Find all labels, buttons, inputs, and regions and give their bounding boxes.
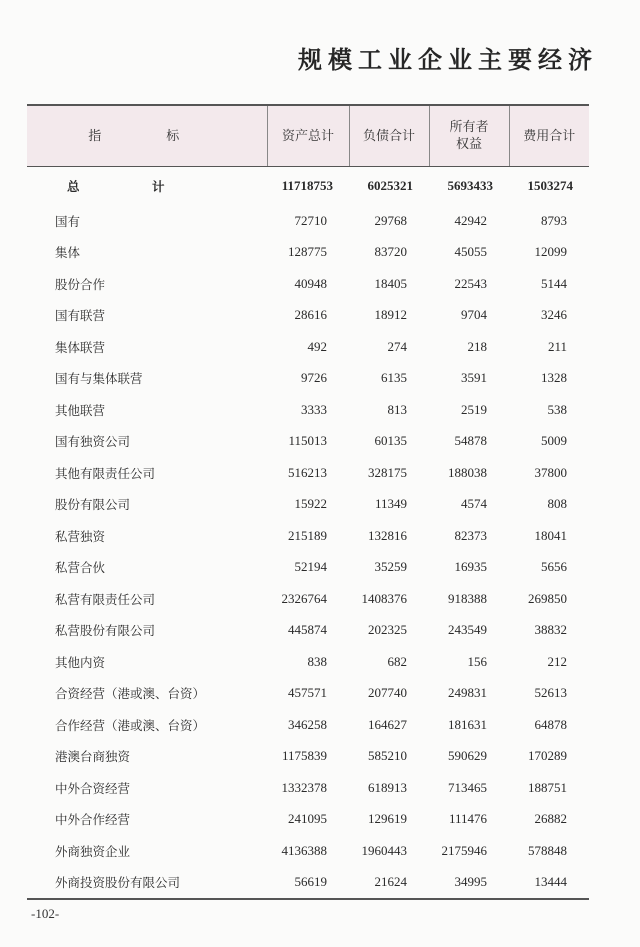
- table-row: [27, 457, 589, 489]
- cell-value: 516213: [288, 464, 327, 480]
- row-label: 国有独资公司: [55, 434, 131, 450]
- cell-value: 170289: [528, 748, 567, 764]
- economic-indicators-table: [27, 104, 589, 900]
- cell-value: 713465: [448, 779, 487, 795]
- cell-value: 64878: [534, 716, 567, 732]
- header-total-expenses: 费用合计: [509, 105, 589, 167]
- cell-value: 1332378: [281, 779, 327, 795]
- cell-value: 269850: [528, 590, 567, 606]
- cell-value: 3246: [541, 307, 567, 323]
- cell-value: 22543: [454, 275, 487, 291]
- cell-value: 585210: [368, 748, 407, 764]
- cell-value: 241095: [288, 811, 327, 827]
- cell-value: 35259: [374, 559, 407, 575]
- cell-value: 328175: [368, 464, 407, 480]
- total-row: [27, 167, 589, 206]
- cell-value: 164627: [368, 716, 407, 732]
- cell-value: 13444: [509, 867, 589, 900]
- cell-value: 6135: [381, 370, 407, 386]
- cell-value: 538: [547, 401, 567, 417]
- cell-value: 618913: [368, 779, 407, 795]
- row-label: 外商投资股份有限公司: [27, 867, 267, 900]
- cell-value: 34995: [429, 867, 509, 900]
- cell-value: 346258: [288, 716, 327, 732]
- header-total-liabilities: 负债合计: [349, 105, 429, 167]
- cell-value: 838: [307, 653, 327, 669]
- cell-value: 492: [307, 338, 327, 354]
- table-row: [27, 772, 589, 804]
- cell-value: 218: [467, 338, 487, 354]
- cell-value: 274: [387, 338, 407, 354]
- row-label: 私营股份有限公司: [55, 623, 156, 639]
- row-label: 其他内资: [55, 654, 106, 670]
- cell-value: 37800: [534, 464, 567, 480]
- table-row: [27, 300, 589, 332]
- cell-value: 2175946: [441, 842, 487, 858]
- row-label: 合作经营（港或澳、台资）: [55, 717, 206, 733]
- row-label: 合资经营（港或澳、台资）: [55, 686, 206, 702]
- cell-value: 8793: [541, 212, 567, 228]
- cell-value: 2326764: [281, 590, 327, 606]
- cell-value: 207740: [368, 685, 407, 701]
- cell-value: 18041: [534, 527, 567, 543]
- table-row: [27, 741, 589, 773]
- row-label: 集体: [55, 245, 81, 261]
- table-row: [27, 583, 589, 615]
- cell-value: 211: [547, 338, 567, 354]
- table-row: [27, 520, 589, 552]
- row-label: 私营独资: [55, 528, 106, 544]
- cell-value: 5693433: [447, 178, 493, 193]
- cell-value: 83720: [374, 244, 407, 260]
- cell-value: 181631: [448, 716, 487, 732]
- cell-value: 132816: [368, 527, 407, 543]
- cell-value: 5656: [541, 559, 567, 575]
- cell-value: 212: [547, 653, 567, 669]
- cell-value: 188751: [528, 779, 567, 795]
- cell-value: 1960443: [361, 842, 407, 858]
- cell-value: 1175839: [281, 748, 327, 764]
- cell-value: 28616: [294, 307, 327, 323]
- row-label: 国有联营: [55, 308, 106, 324]
- cell-value: 9726: [301, 370, 327, 386]
- cell-value: 15922: [294, 496, 327, 512]
- cell-value: 72710: [294, 212, 327, 228]
- cell-value: 4574: [461, 496, 487, 512]
- cell-value: 111476: [448, 811, 487, 827]
- row-label: 私营合伙: [55, 560, 106, 576]
- cell-value: 188038: [448, 464, 487, 480]
- row-label: 国有与集体联营: [55, 371, 143, 387]
- cell-value: 128775: [288, 244, 327, 260]
- row-label: 私营有限责任公司: [55, 591, 156, 607]
- cell-value: 42942: [454, 212, 487, 228]
- cell-value: 16935: [454, 559, 487, 575]
- table-row: [27, 363, 589, 395]
- table-row: [27, 615, 589, 647]
- cell-value: 1503274: [527, 178, 573, 193]
- table-row: [27, 867, 589, 900]
- row-label: 股份合作: [55, 276, 106, 292]
- cell-value: 243549: [448, 622, 487, 638]
- table-row: [27, 804, 589, 836]
- cell-value: 5144: [541, 275, 567, 291]
- cell-value: 1328: [541, 370, 567, 386]
- table-row: [27, 237, 589, 269]
- cell-value: 3333: [301, 401, 327, 417]
- cell-value: 40948: [294, 275, 327, 291]
- header-owners-equity: 所有者 权益: [429, 105, 509, 167]
- row-label: 集体联营: [55, 339, 106, 355]
- header-indicator: 指 标: [27, 105, 267, 167]
- cell-value: 82373: [454, 527, 487, 543]
- row-label: 中外合资经营: [55, 780, 131, 796]
- data-table-container: [27, 104, 589, 900]
- table-header-row: [27, 105, 589, 167]
- cell-value: 52613: [534, 685, 567, 701]
- cell-value: 249831: [448, 685, 487, 701]
- cell-value: 445874: [288, 622, 327, 638]
- table-row: [27, 678, 589, 710]
- row-label: 港澳台商独资: [55, 749, 131, 765]
- cell-value: 45055: [454, 244, 487, 260]
- page-title: 规模工业企业主要经济: [298, 45, 598, 74]
- table-row: [27, 835, 589, 867]
- cell-value: 9704: [461, 307, 487, 323]
- cell-value: 29768: [374, 212, 407, 228]
- cell-value: 11718753: [281, 178, 333, 193]
- cell-value: 1408376: [361, 590, 407, 606]
- cell-value: 52194: [294, 559, 327, 575]
- cell-value: 6025321: [367, 178, 413, 193]
- cell-value: 129619: [368, 811, 407, 827]
- cell-value: 18405: [374, 275, 407, 291]
- page-number: -102-: [31, 906, 60, 921]
- cell-value: 215189: [288, 527, 327, 543]
- cell-value: 60135: [374, 433, 407, 449]
- row-label: 中外合作经营: [55, 812, 131, 828]
- cell-value: 115013: [288, 433, 327, 449]
- table-row: [27, 489, 589, 521]
- cell-value: 808: [547, 496, 567, 512]
- cell-value: 590629: [448, 748, 487, 764]
- row-label: 外商独资企业: [55, 843, 131, 859]
- table-row: [27, 205, 589, 237]
- cell-value: 11349: [374, 496, 407, 512]
- cell-value: 21624: [349, 867, 429, 900]
- cell-value: 54878: [454, 433, 487, 449]
- cell-value: 38832: [534, 622, 567, 638]
- cell-value: 26882: [534, 811, 567, 827]
- table-row: [27, 646, 589, 678]
- row-label: 国有: [55, 213, 81, 229]
- cell-value: 18912: [374, 307, 407, 323]
- cell-value: 457571: [288, 685, 327, 701]
- cell-value: 813: [387, 401, 407, 417]
- cell-value: 202325: [368, 622, 407, 638]
- cell-value: 3591: [461, 370, 487, 386]
- row-label: 其他有限责任公司: [55, 465, 156, 481]
- cell-value: 12099: [534, 244, 567, 260]
- table-row: [27, 552, 589, 584]
- table-body: [27, 167, 589, 900]
- cell-value: 918388: [448, 590, 487, 606]
- table-row: [27, 426, 589, 458]
- table-row: [27, 331, 589, 363]
- cell-value: 2519: [461, 401, 487, 417]
- table-row: [27, 268, 589, 300]
- table-row: [27, 394, 589, 426]
- row-label: 其他联营: [55, 402, 106, 418]
- row-label: 股份有限公司: [55, 497, 131, 513]
- cell-value: 682: [387, 653, 407, 669]
- cell-value: 578848: [528, 842, 567, 858]
- cell-value: 4136388: [281, 842, 327, 858]
- row-label: 总 计: [67, 179, 195, 194]
- header-total-assets: 资产总计: [267, 105, 349, 167]
- table-row: [27, 709, 589, 741]
- cell-value: 156: [467, 653, 487, 669]
- cell-value: 5009: [541, 433, 567, 449]
- cell-value: 56619: [267, 867, 349, 900]
